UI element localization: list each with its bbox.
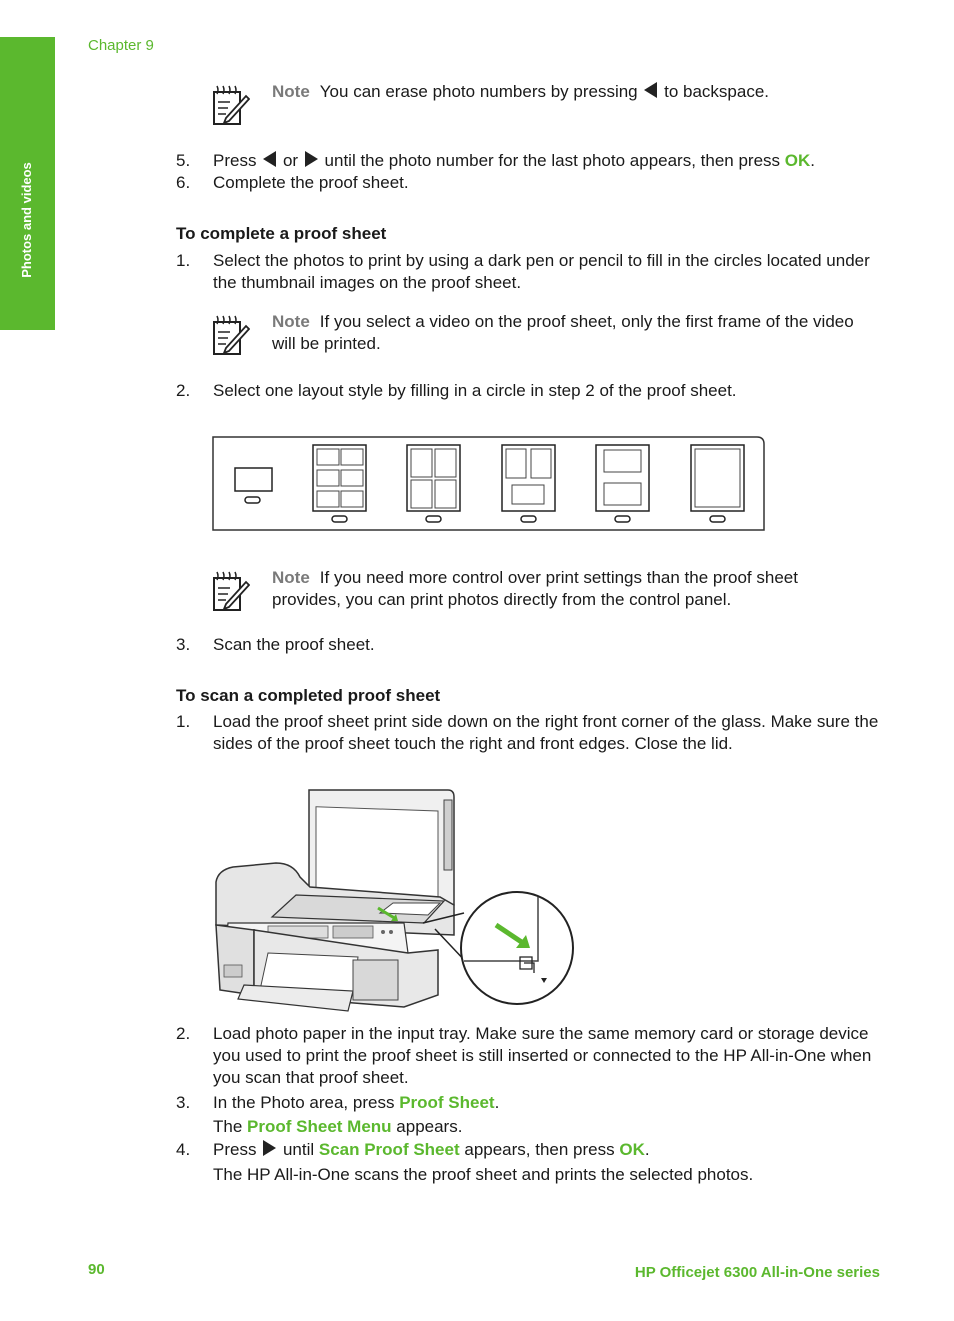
step-text: Scan the proof sheet.	[213, 635, 375, 654]
scan-proof-sheet-label: Scan Proof Sheet	[318, 1140, 460, 1159]
note-icon	[212, 314, 250, 356]
section-heading-scan: To scan a completed proof sheet	[176, 686, 441, 705]
note-2-text: If you select a video on the proof sheet, only the first frame of the video will be printed.	[272, 312, 854, 353]
side-tab	[0, 37, 55, 330]
note-3	[272, 567, 862, 611]
step-text: .	[644, 1140, 650, 1159]
step-number: 5.	[176, 151, 191, 170]
note-label: Note	[272, 312, 310, 331]
note-1-text-after: to backspace.	[664, 82, 770, 101]
note-2	[272, 311, 862, 355]
step-number: 2.	[176, 381, 191, 400]
step-text: Complete the proof sheet.	[213, 173, 409, 192]
left-arrow-icon	[263, 151, 276, 167]
note-1-text: You can erase photo numbers by pressing	[319, 82, 638, 101]
step-text: The	[213, 1117, 243, 1136]
note-label: Note	[272, 568, 310, 587]
step-text: Load photo paper in the input tray. Make sure the same memory card or storage device you used to print the proof sheet is still inserted or connected to the HP All-in-One when you scan that proof sheet.	[213, 1024, 872, 1087]
step-number: 1.	[176, 251, 191, 270]
layout-style-figure	[210, 435, 770, 535]
page-number: 90	[88, 1261, 105, 1278]
step-text: appears.	[396, 1117, 463, 1136]
proof-sheet-button-label: Proof Sheet	[399, 1093, 495, 1112]
section-heading-complete: To complete a proof sheet	[176, 224, 387, 243]
step-text: Select the photos to print by using a dark pen or pencil to fill in the circles located under the thumbnail images on the proof sheet.	[213, 251, 870, 292]
side-tab-label: Photos and videos	[19, 162, 34, 278]
layout-option-4	[502, 445, 555, 522]
printer-illustration	[208, 785, 580, 1020]
note-1	[272, 81, 872, 103]
layout-option-6	[691, 445, 744, 522]
step-number: 4.	[176, 1140, 191, 1159]
footer-title: HP Officejet 6300 All-in-One series	[634, 1264, 880, 1281]
step-text: Press	[213, 151, 257, 170]
step-number: 3.	[176, 635, 191, 654]
step-text: appears, then press	[464, 1140, 615, 1159]
layout-option-5	[596, 445, 649, 522]
note-label: Note	[272, 82, 310, 101]
step-text: or	[282, 151, 299, 170]
step-number: 2.	[176, 1024, 191, 1043]
right-arrow-icon	[305, 151, 318, 167]
step-number: 1.	[176, 712, 191, 731]
layout-option-3	[407, 445, 460, 522]
note-3-text: If you need more control over print settings than the proof sheet provides, you can print photos directly from the control panel.	[272, 568, 798, 609]
note-icon	[212, 84, 250, 126]
chapter-header: Chapter 9	[88, 37, 154, 54]
ok-button-label: OK	[619, 1140, 645, 1159]
step-text: .	[494, 1093, 500, 1112]
note-icon	[212, 570, 250, 612]
ok-button-label: OK	[784, 151, 811, 170]
step-text: until	[282, 1140, 315, 1159]
step-text: .	[810, 151, 816, 170]
step-text: Press	[213, 1140, 257, 1159]
step-text: Load the proof sheet print side down on the right front corner of the glass. Make sure the sides of the proof sheet touch the right and front edges. Close the lid.	[213, 712, 879, 753]
layout-option-2	[313, 445, 366, 522]
left-arrow-icon	[644, 82, 657, 98]
right-arrow-icon	[263, 1140, 276, 1156]
proof-sheet-menu-label: Proof Sheet Menu	[247, 1117, 392, 1136]
step-text: Select one layout style by filling in a circle in step 2 of the proof sheet.	[213, 381, 737, 400]
step-4-result: The HP All-in-One scans the proof sheet and prints the selected photos.	[213, 1165, 754, 1184]
step-text: until the photo number for the last photo appears, then press	[324, 151, 781, 170]
step-number: 6.	[176, 173, 191, 192]
step-text: In the Photo area, press	[213, 1093, 395, 1112]
step-3-result	[213, 1116, 462, 1138]
step-number: 3.	[176, 1093, 191, 1112]
